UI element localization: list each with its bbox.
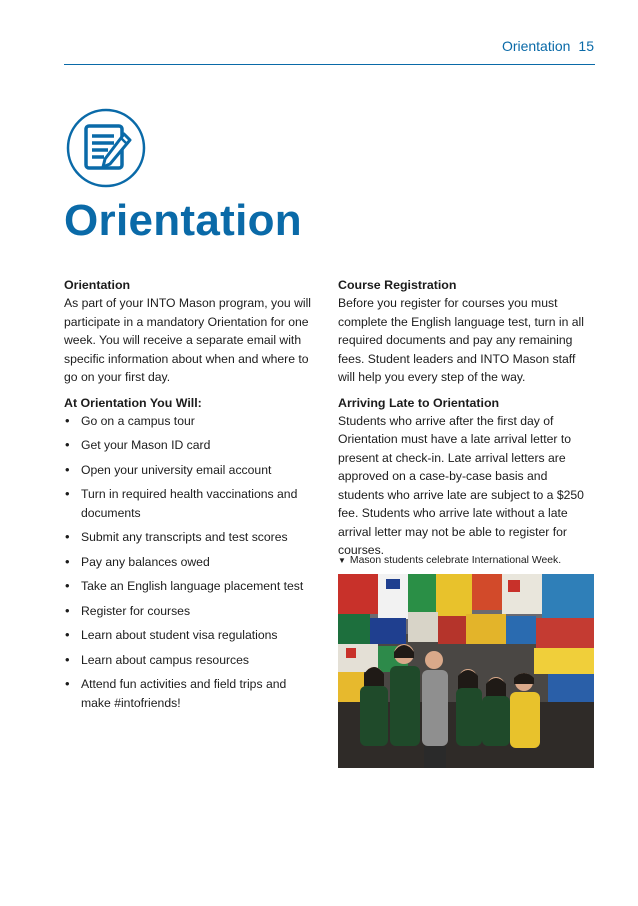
course-registration-heading: Course Registration bbox=[338, 278, 457, 292]
list-item: • Submit any transcripts and test scores bbox=[64, 528, 318, 547]
photo-caption bbox=[338, 555, 561, 566]
page-header bbox=[502, 38, 594, 54]
right-column bbox=[338, 276, 594, 567]
course-registration-body: Before you register for courses you must complete the English language test, turn in all required documents and pay any remaining fees. Student leaders and INTO Mason staff will help you every step of the way. bbox=[338, 296, 584, 384]
list-item: • Get your Mason ID card bbox=[64, 436, 318, 455]
page-number: 15 bbox=[578, 38, 594, 54]
triangle-down-icon: ▼ bbox=[338, 556, 346, 565]
page-title: Orientation bbox=[64, 196, 302, 245]
caption-text: Mason students celebrate International Week. bbox=[349, 555, 562, 566]
list-item: • Open your university email account bbox=[64, 461, 318, 480]
orientation-heading: Orientation bbox=[64, 278, 131, 292]
late-arrival-body: Students who arrive after the first day of Orientation must have a late arrival letter to present at check-in. Late arrival letters are approved on a case-by-case basis and students who arrive late are subject to a $250 fee. Students who arrive late without a late arrival letter may not be able to register for courses. bbox=[338, 413, 584, 557]
document-pencil-icon bbox=[66, 108, 146, 188]
late-arrival-heading: Arriving Late to Orientation bbox=[338, 395, 500, 410]
orientation-will-heading: At Orientation You Will: bbox=[64, 395, 202, 410]
list-item: • Turn in required health vaccinations and documents bbox=[64, 485, 318, 522]
section-title: Orientation bbox=[501, 38, 571, 54]
orientation-activities-list bbox=[64, 412, 318, 713]
orientation-body: As part of your INTO Mason program, you will participate in a mandatory Orientation for one week. You will receive a separate email with specific information about when and where to go on your first day. bbox=[64, 296, 311, 384]
list-item: • Pay any balances owed bbox=[64, 553, 318, 572]
international-week-photo bbox=[338, 574, 594, 768]
left-column bbox=[64, 276, 318, 718]
list-item: • Learn about student visa regulations bbox=[64, 626, 318, 645]
list-item: • Learn about campus resources bbox=[64, 651, 318, 670]
header-divider bbox=[64, 64, 595, 65]
list-item: • Go on a campus tour bbox=[64, 412, 318, 431]
list-item: • Attend fun activities and field trips and make #intofriends! bbox=[64, 675, 318, 712]
list-item: • Register for courses bbox=[64, 602, 318, 621]
list-item: • Take an English language placement test bbox=[64, 577, 318, 596]
